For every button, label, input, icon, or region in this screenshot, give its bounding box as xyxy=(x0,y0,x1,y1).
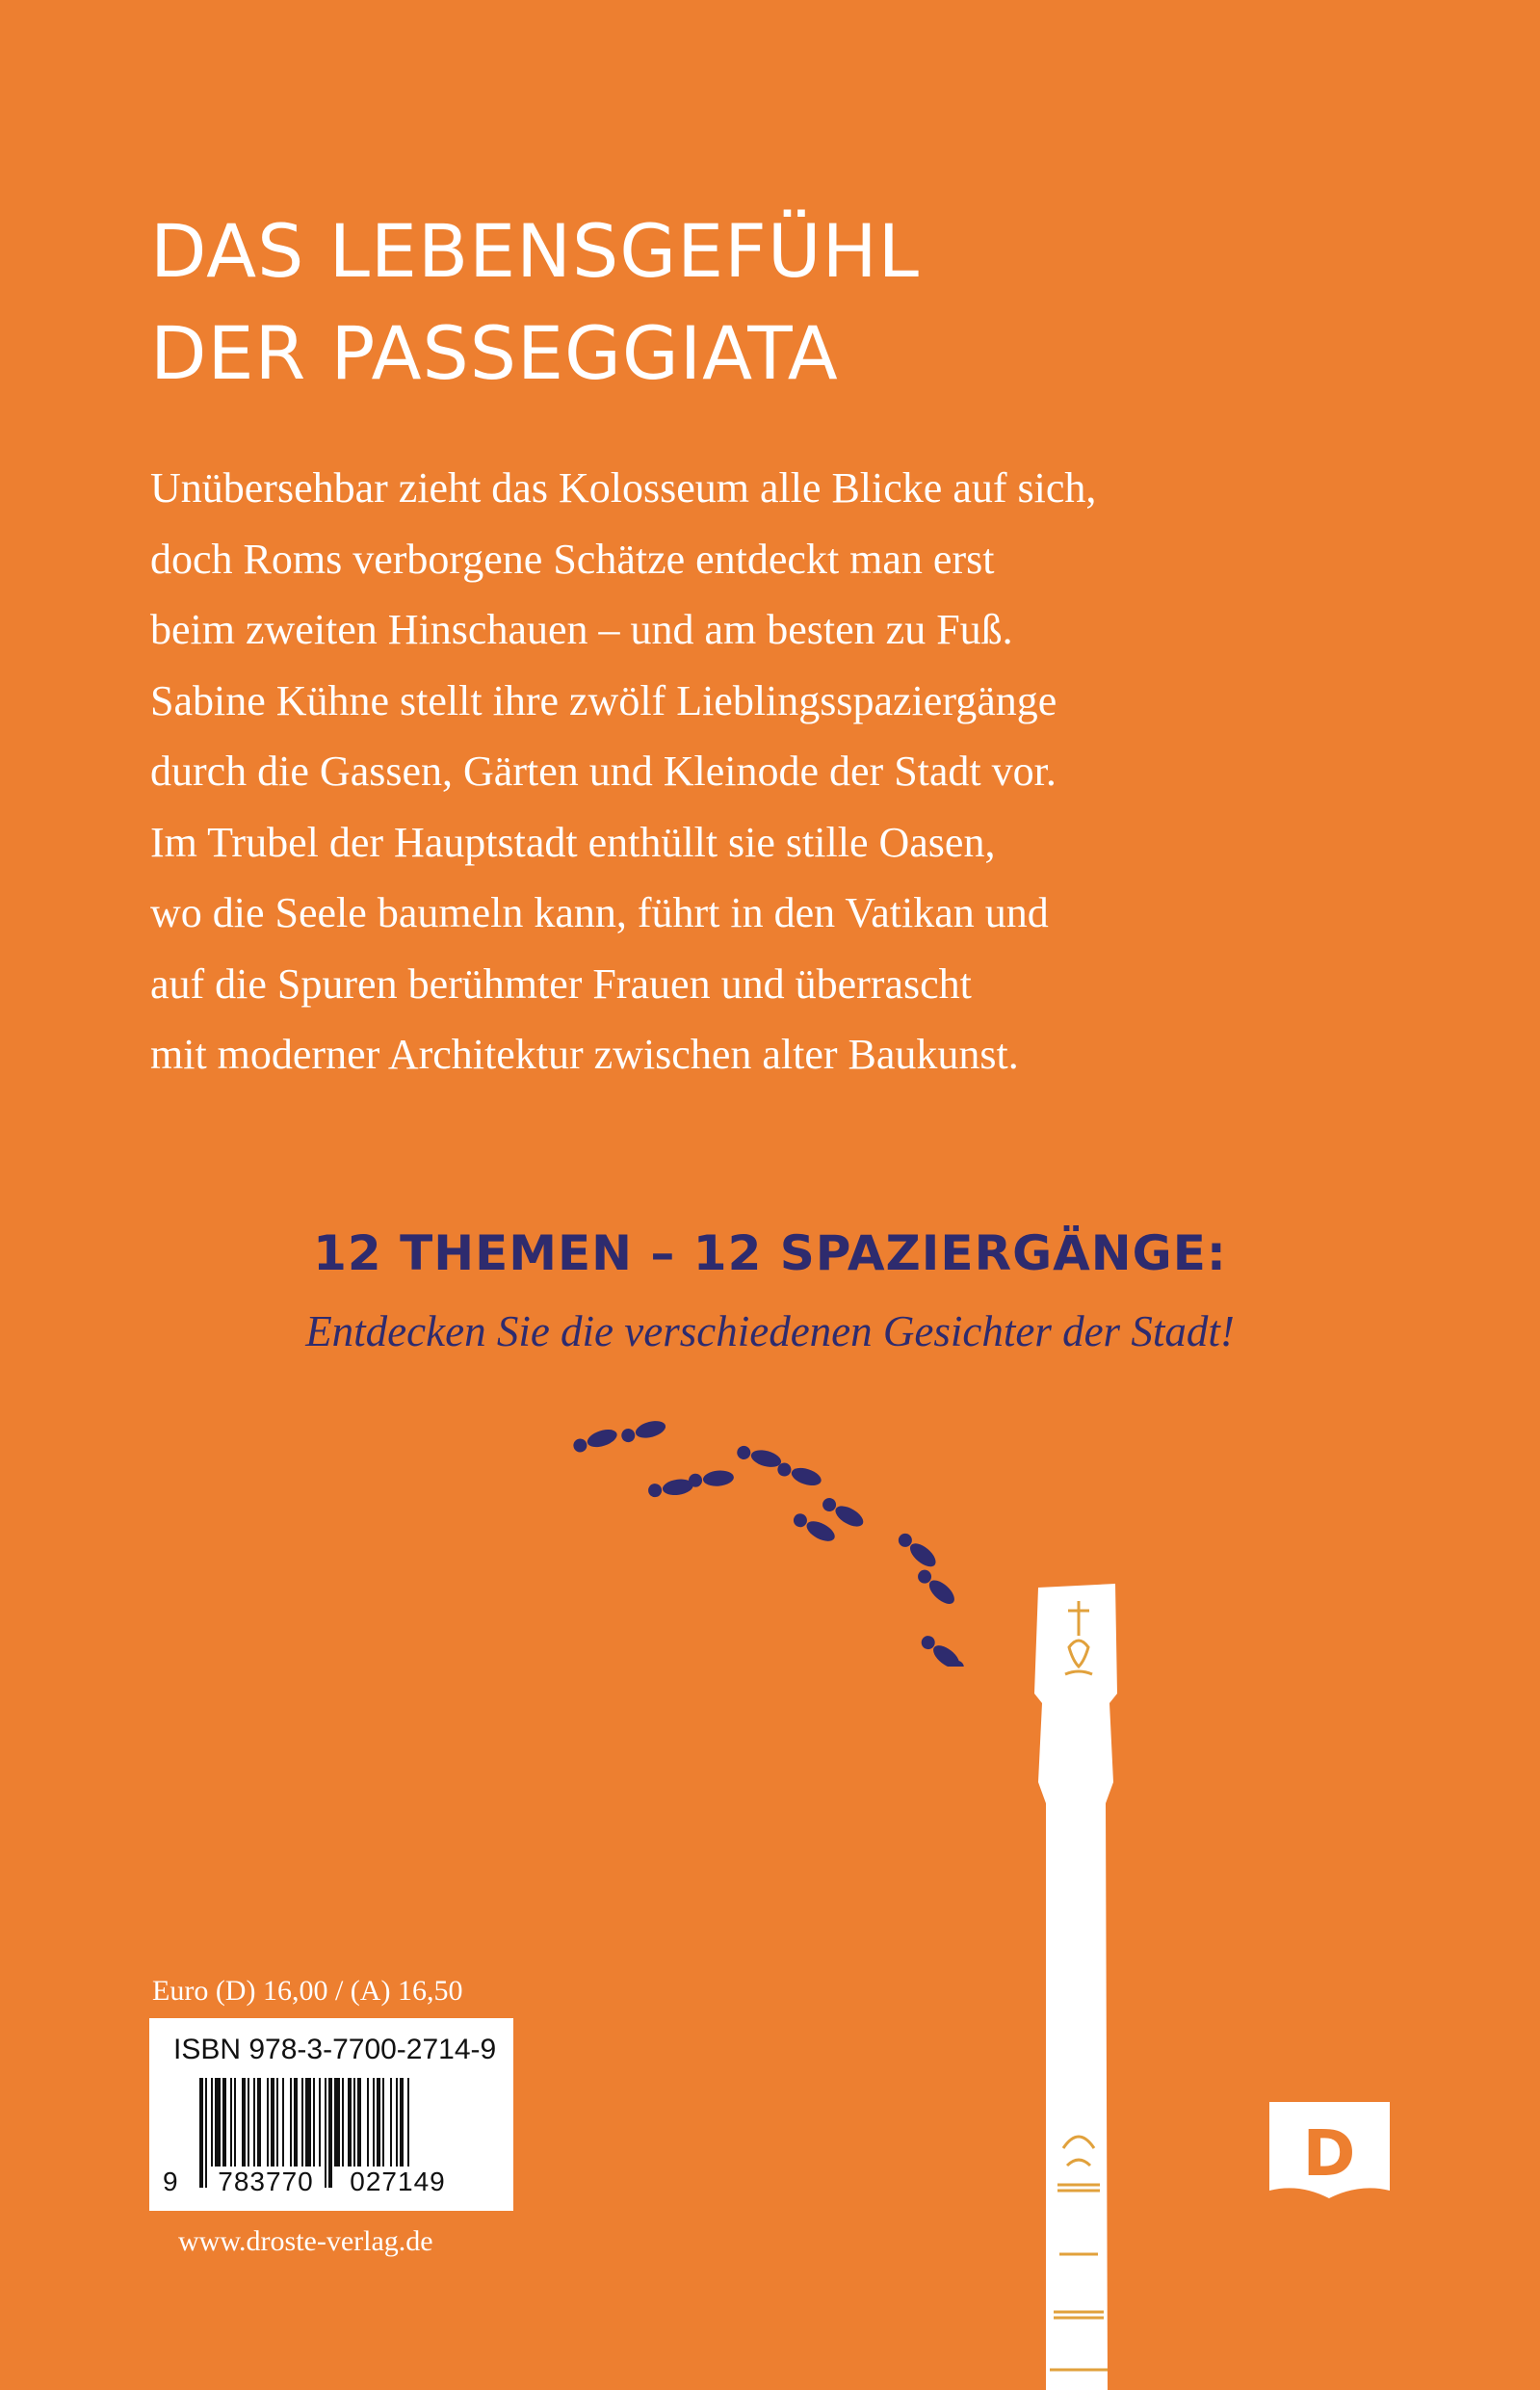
blurb-line: Im Trubel der Hauptstadt enthüllt sie stille Oasen, xyxy=(150,818,996,866)
barcode-bar xyxy=(328,2078,332,2188)
blurb-line: durch die Gassen, Gärten und Kleinode der Stadt vor. xyxy=(150,748,1057,795)
barcode-bar xyxy=(205,2078,207,2188)
blurb-line: doch Roms verborgene Schätze entdeckt man erst xyxy=(150,535,995,583)
headline xyxy=(150,200,920,405)
themes-subheading: 12 THEMEN – 12 SPAZIERGÄNGE: xyxy=(313,1225,1227,1281)
price-label: Euro (D) 16,00 / (A) 16,50 xyxy=(152,1975,463,2007)
isbn-label: ISBN 978-3-7700-2714-9 xyxy=(173,2034,497,2065)
blurb-line: Unübersehbar zieht das Kolosseum alle Blicke auf sich, xyxy=(150,464,1097,512)
barcode-digits-right: 027149 xyxy=(334,2167,461,2197)
publisher-url: www.droste-verlag.de xyxy=(178,2225,433,2257)
barcode-bar xyxy=(325,2078,326,2188)
blurb-line: wo die Seele baumeln kann, führt in den Vatikan und xyxy=(150,889,1049,936)
barcode-first-digit: 9 xyxy=(163,2167,178,2196)
footsteps-icon xyxy=(568,1416,1011,1667)
publisher-logo-icon xyxy=(1269,2102,1390,2206)
barcode-digits-left: 783770 xyxy=(209,2167,323,2197)
blurb-line: Sabine Kühne stellt ihre zwölf Lieblingsspaziergänge xyxy=(150,676,1057,724)
isbn-barcode-box xyxy=(149,2018,513,2211)
headline-line-2: DER PASSEGGIATA xyxy=(150,310,839,396)
headline-line-1: DAS LEBENSGEFÜHL xyxy=(150,208,920,294)
logo-letter: D xyxy=(1302,2116,1356,2191)
blurb-line: beim zweiten Hinschauen – und am besten zu Fuß. xyxy=(150,606,1013,653)
blurb-line: auf die Spuren berühmter Frauen und überrascht xyxy=(150,959,972,1008)
obelisk-icon xyxy=(1002,1580,1194,2390)
tagline: Entdecken Sie die verschiedenen Gesichter der Stadt! xyxy=(305,1307,1235,1355)
barcode-bar xyxy=(199,2078,203,2188)
blurb-line: mit moderner Architektur zwischen alter Baukunst. xyxy=(150,1031,1019,1078)
blurb-paragraph xyxy=(150,453,1364,1090)
